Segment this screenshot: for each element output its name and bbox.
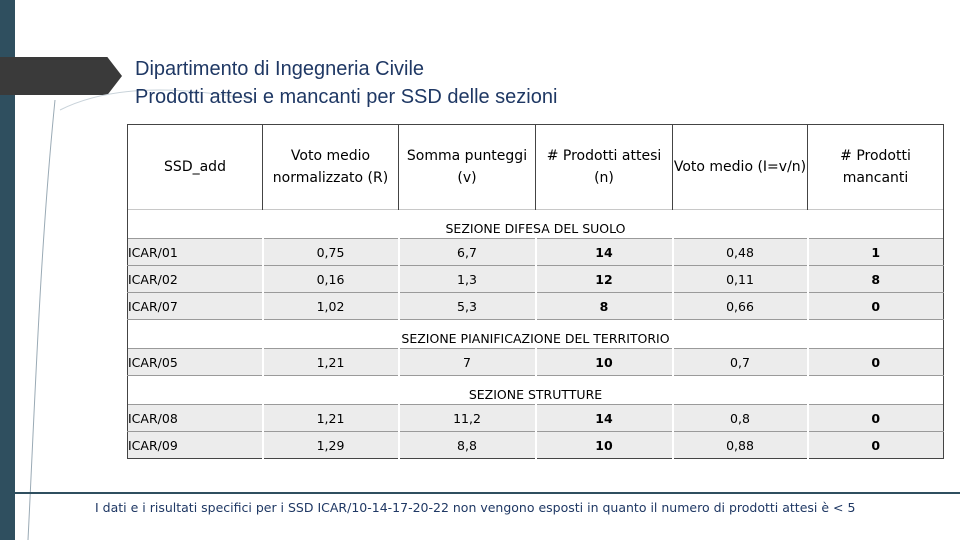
cell-prodotti-attesi: 14 [536,239,673,266]
cell-voto-normalizzato: 1,21 [263,349,399,376]
cell-voto-medio: 0,88 [673,432,808,459]
column-header-prodotti-attesi: # Prodotti attesi (n) [536,125,673,210]
cell-voto-normalizzato: 0,16 [263,266,399,293]
table-row [128,239,944,266]
cell-voto-medio: 0,11 [673,266,808,293]
cell-prodotti-attesi: 14 [536,405,673,432]
column-header-voto-normalizzato: Voto medio normalizzato (R) [263,125,399,210]
cell-prodotti-mancanti: 0 [808,349,944,376]
section-row [128,376,944,405]
section-title: SEZIONE DIFESA DEL SUOLO [128,210,944,239]
cell-ssd: ICAR/08 [128,405,263,432]
cell-voto-normalizzato: 0,75 [263,239,399,266]
column-header-somma-punteggi: Somma punteggi (v) [399,125,536,210]
section-row [128,320,944,349]
table-header-row [128,125,944,210]
bottom-divider [15,492,960,494]
cell-prodotti-attesi: 12 [536,266,673,293]
results-table [127,124,944,459]
table-row [128,266,944,293]
cell-voto-medio: 0,7 [673,349,808,376]
cell-prodotti-mancanti: 8 [808,266,944,293]
table-row [128,293,944,320]
column-header-prodotti-mancanti: # Prodotti mancanti [808,125,944,210]
cell-ssd: ICAR/01 [128,239,263,266]
column-header-voto-medio: Voto medio (I=v/n) [673,125,808,210]
section-title: SEZIONE PIANIFICAZIONE DEL TERRITORIO [128,320,944,349]
cell-voto-normalizzato: 1,21 [263,405,399,432]
cell-somma-punteggi: 7 [399,349,536,376]
table-row [128,349,944,376]
cell-prodotti-mancanti: 0 [808,432,944,459]
cell-somma-punteggi: 5,3 [399,293,536,320]
cell-prodotti-attesi: 10 [536,432,673,459]
cell-ssd: ICAR/05 [128,349,263,376]
cell-voto-medio: 0,8 [673,405,808,432]
cell-somma-punteggi: 8,8 [399,432,536,459]
cell-somma-punteggi: 11,2 [399,405,536,432]
cell-prodotti-attesi: 10 [536,349,673,376]
cell-prodotti-mancanti: 0 [808,293,944,320]
cell-prodotti-mancanti: 0 [808,405,944,432]
table-row [128,432,944,459]
footnote: I dati e i risultati specifici per i SSD ICAR/10-14-17-20-22 non vengono esposti in quanto il numero di prodotti attesi è < 5 [95,500,856,515]
cell-somma-punteggi: 1,3 [399,266,536,293]
cell-somma-punteggi: 6,7 [399,239,536,266]
column-header-ssd: SSD_add [128,125,263,210]
page-subtitle: Prodotti attesi e mancanti per SSD delle sezioni [135,86,558,108]
cell-ssd: ICAR/09 [128,432,263,459]
results-table-container [127,124,943,459]
table-row [128,405,944,432]
cell-voto-medio: 0,66 [673,293,808,320]
cell-prodotti-mancanti: 1 [808,239,944,266]
section-title: SEZIONE STRUTTURE [128,376,944,405]
cell-voto-normalizzato: 1,29 [263,432,399,459]
cell-ssd: ICAR/02 [128,266,263,293]
cell-ssd: ICAR/07 [128,293,263,320]
page-title: Dipartimento di Ingegneria Civile [135,58,425,80]
section-row [128,210,944,239]
cell-voto-medio: 0,48 [673,239,808,266]
cell-prodotti-attesi: 8 [536,293,673,320]
cell-voto-normalizzato: 1,02 [263,293,399,320]
